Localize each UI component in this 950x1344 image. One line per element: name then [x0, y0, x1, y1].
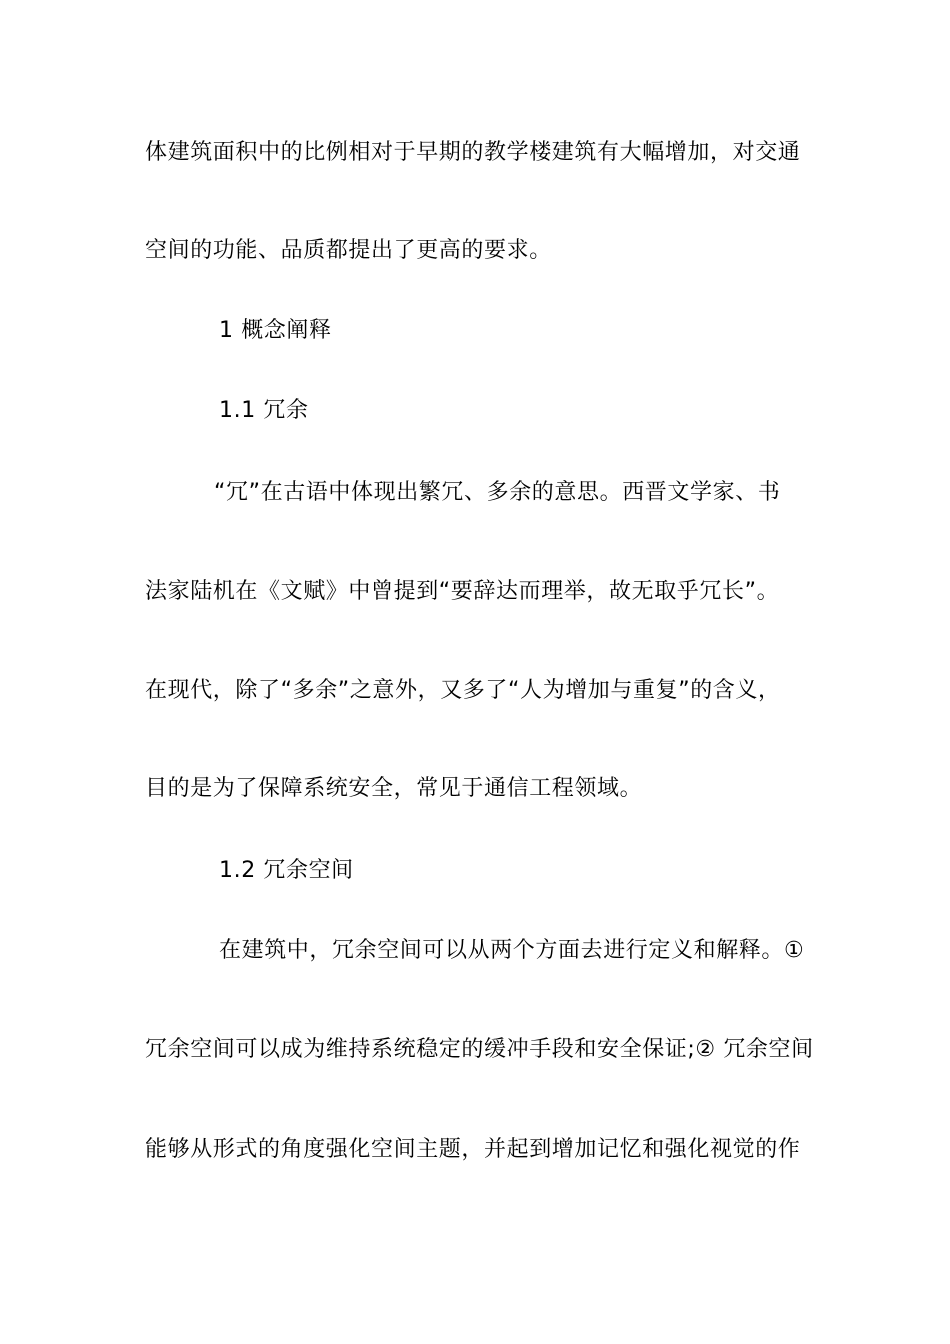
- paragraph-line: “冗”在古语中体现出繁冗、多余的意思。西晋文学家、书: [214, 480, 781, 505]
- paragraph-line: 在现代，除了“多余”之意外，又多了“人为增加与重复”的含义，: [145, 678, 781, 703]
- paragraph-line: 在建筑中，冗余空间可以从两个方面去进行定义和解释。①: [219, 938, 805, 963]
- paragraph-line: 目的是为了保障系统安全，常见于通信工程领域。: [145, 776, 643, 801]
- paragraph-line: 体建筑面积中的比例相对于早期的教学楼建筑有大幅增加，对交通: [145, 140, 801, 165]
- paragraph-line: 冗余空间可以成为维持系统稳定的缓冲手段和安全保证;② 冗余空间: [145, 1037, 814, 1062]
- paragraph-line: 法家陆机在《文赋》中曾提到“要辞达而理举，故无取乎冗长”。: [145, 579, 780, 604]
- paragraph-line: 空间的功能、品质都提出了更高的要求。: [145, 238, 552, 263]
- section-heading: 1 概念阐释: [219, 318, 332, 343]
- subsection-heading: 1.2 冗余空间: [219, 858, 354, 883]
- subsection-heading: 1.1 冗余: [219, 398, 309, 423]
- paragraph-line: 能够从形式的角度强化空间主题，并起到增加记忆和强化视觉的作: [145, 1137, 801, 1162]
